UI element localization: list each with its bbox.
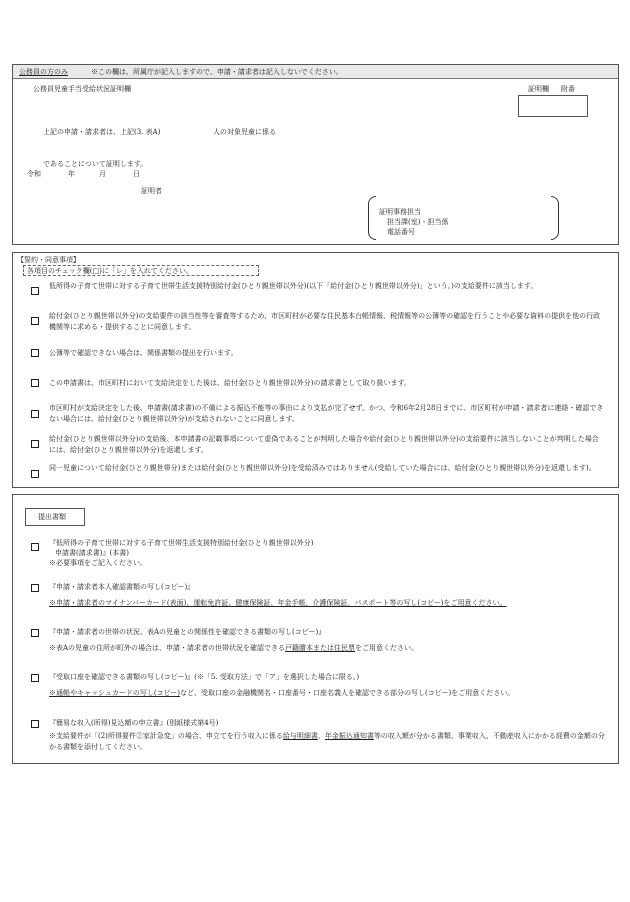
consent-checkbox-5[interactable] (31, 410, 39, 418)
doc-1-title: 『低所得の子育て世帯に対する子育て世帯生活支援特別給付金(ひとり親世帯以外分) (49, 539, 314, 547)
cert-line-1b: 人の対象児童に係る (213, 128, 276, 136)
doc-3-title: 『申請・請求者の世帯の状況、表Aの児童との関係性を確認できる書類の写し(コピー)』 (49, 628, 326, 636)
doc-checkbox-4[interactable] (31, 674, 39, 682)
certifier-label: 証明者 (141, 187, 162, 195)
consent-item-6: 給付金(ひとり親世帯以外分)の支給後、本申請書の記載事項について虚偽であることが判明した場合や給付金(ひとり親世帯以外分)の支給要件に該当しないことが判明した場合には、給付金(ひとり親世帯以外分)を返還します。 (49, 435, 599, 454)
consent-checkbox-4[interactable] (31, 379, 39, 387)
consent-checkbox-3[interactable] (31, 349, 39, 357)
doc-1-title-2: 申請書(請求書)』(本書) (55, 549, 129, 557)
consent-checkbox-6[interactable] (31, 440, 39, 448)
consent-item-4: この申請書は、市区町村において支給決定をした後は、給付金(ひとり親世帯以外分)の請求書として取り扱います。 (49, 379, 411, 387)
contact-line-1: 証明事務担当 (379, 208, 421, 216)
contact-line-3: 電話番号 (387, 228, 415, 236)
documents-title: 提出書類 (38, 513, 66, 521)
contact-line-2: 担当課(室)・担当係 (387, 218, 449, 226)
consent-title: 【誓約・同意事項】 (17, 256, 80, 264)
contact-bracket-left (368, 196, 376, 240)
seal-number-label: 附番 (561, 85, 575, 93)
doc-2-title: 『申請・請求者本人確認書類の写し(コピー)』 (49, 583, 195, 591)
doc-5-note (49, 731, 607, 753)
cert-line-1: 上記の申請・請求者は、上記(3. 表A) (43, 128, 161, 136)
doc-5-note-c: 、 (317, 732, 325, 740)
doc-checkbox-5[interactable] (31, 720, 39, 728)
doc-3-note-a: ※表Aの児童の住所が町外の場合は、申請・請求者の世帯状況を確認できる (49, 644, 286, 652)
consent-section (12, 252, 619, 488)
cert-column-label: 証明欄 (528, 85, 549, 93)
doc-3-note-b: をご用意ください。 (355, 644, 419, 652)
header-note: ※この欄は、所属庁が記入しますので、申請・請求者は記入しないでください。 (91, 68, 343, 76)
consent-item-7: 同一児童について給付金(ひとり親世帯分)または給付金(ひとり親世帯以外分)を受給済みではありません(受給していた場合には、給付金(ひとり親世帯以外分)を返還します)。 (49, 464, 596, 472)
consent-item-2: 給付金(ひとり親世帯以外分)の支給要件の該当性等を審査等するため、市区町村が必要な住民基本台帳情報、税情報等の公簿等の確認を行うことや必要な資料の提供を他の行政機関等に求める・提供することに同意します。 (49, 312, 601, 331)
consent-checkbox-2[interactable] (31, 317, 39, 325)
consent-item-5: 市区町村が支給決定をした後、申請書(請求書)の不備による振込不能等の事由により支払が完了せず、かつ、令和6年2月28日までに、市区町村が申請・請求者に連絡・確認できない場合には、給付金(ひとり親世帯以外分)が支給されないことに同意します。 (49, 404, 604, 423)
documents-section (12, 494, 619, 764)
contact-bracket-right (551, 196, 559, 240)
doc-5-note-underlined-2: 年金振込通知書 (324, 732, 374, 740)
doc-4-note-b: など、受取口座の金融機関名・口座番号・口座名義人を確認できる部分の写し(コピー)をご用意ください。 (180, 689, 515, 697)
doc-2-note: ※申請・請求者のマイナンバーカード(表面)、運転免許証、健康保険証、年金手帳、介護保険証、パスポート等の写し(コピー)をご用意ください。 (49, 599, 507, 607)
doc-5-note-a: ※支給要件が「(2)所得要件②家計急変」の場合、申立てを行う収入に係る (49, 732, 283, 740)
doc-5-note-b: 等の収入額が分かる書類、事業収入、不動産収入にかかる経費の金額の分かる書類を添付してください。 (49, 732, 605, 751)
seal-number-box[interactable] (518, 95, 588, 117)
doc-4-note-underlined: ※通帳やキャッシュカードの写し(コピー) (49, 689, 181, 697)
doc-4-title: 『受取口座を確認できる書類の写し(コピー)』(※「5. 受取方法」で「ア」を選択した場合に限る。) (49, 673, 360, 681)
consent-instruction: 各項目のチェック欄(□)に「レ」を入れてください。 (27, 267, 193, 275)
date-year: 年 (68, 170, 75, 178)
doc-3-note-underlined: 戸籍謄本または住民票 (285, 644, 356, 652)
doc-3-note (49, 644, 418, 652)
consent-checkbox-1[interactable] (31, 287, 39, 295)
doc-5-note-underlined-1: 給与明細書 (282, 732, 318, 740)
cert-line-2: であることについて証明します。 (43, 160, 148, 168)
doc-4-note (49, 689, 514, 697)
date-era: 令和 (27, 170, 41, 178)
doc-checkbox-2[interactable] (31, 584, 39, 592)
consent-item-1: 低所得の子育て世帯に対する子育て世帯生活支援特別給付金(ひとり親世帯以外分)(以下「給付金(ひとり親世帯以外分)」という。)の支給要件に該当します。 (49, 282, 538, 290)
doc-5-title: 『簡易な収入(所得)見込額の申立書』(別紙様式第4号) (49, 719, 219, 727)
section-title: 公務員児童手当受給状況証明欄 (33, 85, 131, 93)
consent-item-3: 公簿等で確認できない場合は、関係書類の提出を行います。 (49, 349, 238, 357)
certification-section (12, 64, 619, 245)
doc-checkbox-3[interactable] (31, 629, 39, 637)
date-day: 日 (133, 170, 140, 178)
date-month: 月 (99, 170, 106, 178)
doc-1-note: ※必要事項をご記入ください。 (49, 559, 147, 567)
civil-servant-label: 公務員の方のみ (19, 68, 68, 76)
consent-checkbox-7[interactable] (31, 470, 39, 478)
doc-checkbox-1[interactable] (31, 543, 39, 551)
